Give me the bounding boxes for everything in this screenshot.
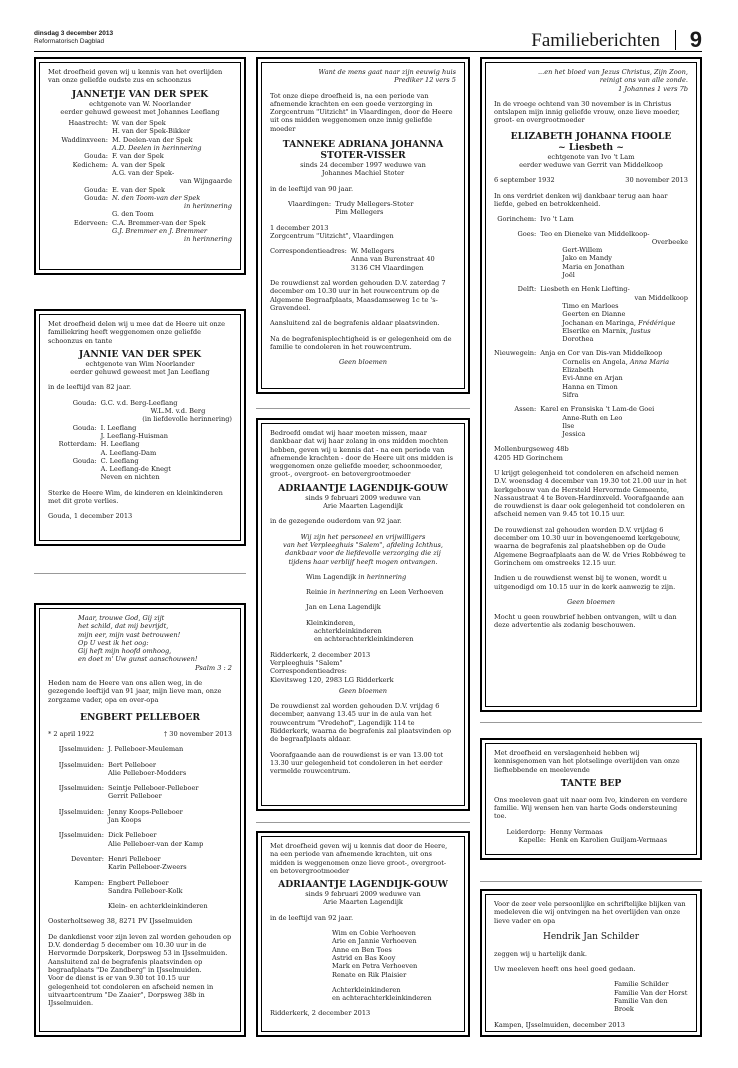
obituary-jannie-van-der-spek bbox=[34, 309, 246, 546]
visit-text: Voor de dienst is er van 9.30 tot 10.15 uur gelegenheid tot condoleren en afscheid nemen in uitvaartcentrum "De Zaaier", Dorpsweg 38b in IJsselmuiden. bbox=[48, 974, 214, 1008]
previous-marriage-line: eerder weduwe van Gerrit van Middelkoop bbox=[519, 161, 663, 170]
family-list: Gorinchem: Ivo 't Lam Goes: Teo en Dieneke van Middelkoop- Overbeeke Gert-Willem Jako en Mandy Maria en Jonathan Joël Delft: Liesbeth en Henk Liefting- van Middelkoop Timo en Marloes Geerten en Dianne Jochanan en Maringa, Frédérique Elserike en Marnix, Justus Dorothea Nieuwegein: Anja en Cor van Dis-van Middelkoop Cornelis en Angela, Anna Maria Elizabeth Evi-Anne en Arjan Hanna en Timon Sifra Assen: Karel en Fransiska 't Lam-de Goei Anne-Ruth en Leo Ilse Jessica bbox=[494, 215, 688, 439]
family-list: Gouda: G.C. v.d. Berg-Leeflang W.L.M. v.d. Berg (in liefdevolle herinnering) Gouda: I. Leeflang J. Leeflang-Huisman Rotterdam: H. Leeflang A. Leeflang-Dam Gouda: C. Leeflang A. Leeflang-de Knegt Neven en nichten bbox=[58, 398, 232, 482]
deceased-name: TANTE BEP bbox=[560, 777, 622, 789]
issue-date: dinsdag 3 december 2013 bbox=[34, 30, 114, 37]
thanks-text: In ons verdriet denken wij dankbaar terug aan haar liefde, gebed en betrokkenheid. bbox=[494, 191, 668, 208]
location-line: Zorgcentrum "Uitzicht", Vlaardingen bbox=[270, 231, 394, 240]
visit-text: Na de begrafenisplechtigheid is er gelegenheid om de familie te condoleren in het rouwcentrum. bbox=[270, 334, 452, 351]
spouse-line: echtgenote van Ivo 't Lam bbox=[547, 152, 635, 161]
date-line: 1 december 2013 bbox=[270, 223, 329, 232]
deceased-name: ELIZABETH JOHANNA FIOOLE bbox=[510, 130, 672, 142]
address: Oosterholtseweg 38, 8271 PV IJsselmuiden bbox=[48, 917, 193, 926]
column-divider bbox=[480, 881, 702, 882]
obituary-elizabeth-johanna-fioole bbox=[480, 57, 702, 712]
previous-marriage-line: eerder gehuwd geweest met Jan Leeflang bbox=[70, 368, 210, 377]
burial-text: Aansluitend zal de begrafenis aldaar plaatsvinden. bbox=[270, 319, 440, 328]
widow-line: sinds 9 februari 2009 weduwe van bbox=[305, 493, 421, 502]
obituary-lagendijk-gouw-grandchildren bbox=[256, 831, 470, 1037]
husband-name: Johannes Machiel Stoter bbox=[321, 169, 405, 178]
page-header bbox=[34, 27, 702, 52]
age-line: in de leeftijd van 90 jaar. bbox=[270, 184, 354, 193]
sender-list: Leiderdorp: Henny Vermaas Kapelle: Henk en Karolien Guiljam-Vermaas bbox=[506, 827, 668, 845]
bible-verse: Maar, trouwe God, Gij zijt het schild, dat mij bevrijdt, mijn eer, mijn vast betrouwen! Op U vest ik het oog: Gij heft mijn hoofd omhoog, en doet m' Uw gunst aanschouwen! bbox=[78, 614, 198, 664]
location-line: Verpleeghuis "Salem" bbox=[270, 658, 343, 667]
intro-text: Met droefheid en verslagenheid hebben wij kennisgenomen van het plotselinge overlijden van onze liefhebbende en meelevende bbox=[494, 749, 680, 774]
intro-text: Voor de zeer vele persoonlijke en schriftelijke blijken van medeleven die wij ontvingen na het overlijden van onze lieve vader en opa bbox=[494, 900, 686, 925]
spouse-line: echtgenote van W. Noorlander bbox=[89, 99, 191, 108]
correspondence-address: Correspondentieadres: W. Mellegers Anna van Burenstraat 40 3136 CH Vlaardingen bbox=[270, 247, 435, 272]
attendance-text: Indien u de rouwdienst wenst bij te wonen, wordt u uitgenodigd om 10.15 uur in de kerk aanwezig te zijn. bbox=[494, 574, 676, 591]
bible-verse: Want de mens gaat naar zijn eeuwig huis bbox=[318, 68, 456, 76]
dateline: Ridderkerk, 2 december 2013 bbox=[270, 650, 371, 659]
life-dates: * 2 april 1922 † 30 november 2013 bbox=[48, 729, 232, 738]
obituary-stoter-visser bbox=[256, 57, 470, 394]
deceased-name: JANNETJE VAN DER SPEK bbox=[71, 88, 209, 100]
family-list: Wim en Cobie Verhoeven Arie en Jannie Verhoeven Anne en Ben Toes Astrid en Bas Kooy Mark en Petra Verhoeven Renate en Rik Plaisier Achterkleinkinderen en achterachterkleinkinderen bbox=[332, 929, 432, 1003]
widow-line: sinds 24 december 1997 weduwe van bbox=[300, 161, 426, 170]
correspondence-address: Kievitsweg 120, 2983 LG Ridderkerk bbox=[270, 675, 394, 684]
column-divider bbox=[256, 822, 470, 823]
obituary-jannetje-van-der-spek bbox=[34, 57, 246, 275]
column-divider bbox=[256, 408, 470, 409]
body-text: Ons meeleven gaat uit naar oom Ivo, kinderen en verdere familie. Wij wensen hen van harte Gods ondersteuning toe. bbox=[494, 795, 688, 821]
thanks-text: Wij zijn het personeel en vrijwilligers van het Verpleeghuis "Salem", afdeling Ichthus, dankbaar voor de liefdevolle verzorging die zij tijdens haar verblijf heeft mogen ontvangen. bbox=[283, 532, 443, 566]
no-flowers-note: Geen bloemen bbox=[338, 358, 388, 367]
age-line: in de leeftijd van 92 jaar. bbox=[270, 913, 354, 922]
closing-text: Sterke de Heere Wim, de kinderen en kleinkinderen met dit grote verlies. bbox=[48, 488, 223, 506]
age-line: in de leeftijd van 82 jaar. bbox=[48, 383, 132, 392]
deceased-name: ADRIAANTJE LAGENDIJK-GOUW bbox=[278, 879, 448, 891]
thanks-text: zeggen wij u hartelijk dank. bbox=[494, 949, 588, 958]
section-title: Familieberichten bbox=[531, 30, 660, 51]
service-text: De rouwdienst zal worden gehouden D.V. zaterdag 7 december om 10.30 uur in het rouwcentrum op de Algemene Begraafplaats, Maasdamseweg 1c te 's-Gravendeel. bbox=[270, 279, 446, 312]
family-list: Haastrecht: W. van der Spek H. van der Spek-Bikker Waddinxveen: M. Deelen-van der Spek A.D. Deelen in herinnering Gouda: F. van der Spek Kedichem: A. van der Spek A.G. van der Spek- van Wijngaarde Gouda: E. van der Spek Gouda: N. den Toom-van der Spek in herinnering G. den Toom Ederveen: C.A. Bremmer-van der Spek G.J. Bremmer en J. Bremmer in herinnering bbox=[61, 119, 232, 244]
previous-marriage-line: eerder gehuwd geweest met Johannes Leeflang bbox=[60, 107, 220, 116]
nickname: ~ Liesbeth ~ bbox=[558, 141, 624, 153]
column-divider bbox=[480, 722, 702, 723]
dateline: Kampen, IJsselmuiden, december 2013 bbox=[494, 1020, 625, 1029]
column-divider bbox=[34, 573, 246, 574]
page-number: 9 bbox=[689, 27, 702, 52]
no-flowers-note: Geen bloemen bbox=[566, 597, 616, 606]
intro-text: Tot onze diepe droefheid is, na een periode van afnemende krachten en een goede verzorging in Zorgcentrum "Uitzicht" in Vlaardingen, door de Heere uit ons midden weggenomen onze innig geliefde moeder bbox=[270, 91, 453, 133]
service-text: De rouwdienst zal worden gehouden D.V. vrijdag 6 december, aanvang 13.45 uur in de aula van het rouwcentrum "Vredehof", Lagendijk 114 te Ridderkerk, waarna de begrafenis zal plaatsvinden op de begraafplaats aldaar. bbox=[270, 702, 452, 744]
thanks-hendrik-jan-schilder bbox=[480, 889, 702, 1037]
correspondence-label: Correspondentieadres: bbox=[270, 667, 347, 676]
family-list: Wim Lagendijk in herinnering Reinie in herinnering en Leen Verhoeven Jan en Lena Lagendijk Kleinkinderen, achterkleinkinderen en achterachterkleinkinderen bbox=[306, 572, 444, 644]
family-list: IJsselmuiden: J. Pelleboer-Meuleman IJsselmuiden: Bert Pelleboer Alie Pelleboer-Modders IJsselmuiden: Seintje Pelleboer-Pelleboer Gerrit Pelleboer IJsselmuiden: Jenny Koops-Pelleboer Jan Koops IJsselmuiden: Dick Pelleboer Alie Pelleboer-van der Kamp Deventer: Henri Pelleboer Karin Pelleboer-Zweers Kampen: Engbert Pelleboer Sandra Pelleboer-Kolk Klein- en achterkleinkinderen bbox=[58, 745, 208, 911]
deceased-name: ADRIAANTJE LAGENDIJK-GOUW bbox=[278, 482, 448, 494]
intro-text: Met droefheid geven wij u kennis van het overlijden van onze geliefde oudste zus en schoonzus bbox=[48, 68, 223, 85]
deceased-name: TANNEKE ADRIANA JOHANNA STOTER-VISSER bbox=[282, 139, 444, 162]
dateline: Gouda, 1 december 2013 bbox=[48, 512, 133, 521]
verse-reference: 1 Johannes 1 vers 7b bbox=[618, 84, 688, 93]
widow-line: sinds 9 februari 2009 weduwe van bbox=[305, 890, 421, 899]
verse-reference: Psalm 3 : 2 bbox=[195, 663, 232, 672]
header-divider bbox=[675, 30, 676, 50]
memory-text: Uw meeleven heeft ons heel goed gedaan. bbox=[494, 965, 636, 974]
card-note: Mocht u geen rouwbrief hebben ontvangen, wilt u dan deze advertentie als zodanig beschouwen. bbox=[494, 613, 677, 630]
obituary-engbert-pelleboer bbox=[34, 603, 246, 1037]
husband-name: Arie Maarten Lagendijk bbox=[323, 502, 403, 511]
visit-text: Voorafgaande aan de rouwdienst is er van 13.00 tot 13.30 uur gelegenheid tot condoleren in het eerder vermelde rouwcentrum. bbox=[270, 750, 444, 776]
verse-reference: Prediker 12 vers 5 bbox=[394, 76, 456, 85]
intro-text: Met droefheid delen wij u mee dat de Heere uit onze familiekring heeft weggenomen onze geliefde schoonzus en tante bbox=[48, 320, 226, 345]
family-signatures: Familie Schilder Familie Van der Horst Familie Van den Broek bbox=[614, 980, 688, 1014]
visit-text: U krijgt gelegenheid tot condoleren en afscheid nemen D.V. woensdag 4 december van 19.30 tot 21.00 uur in het kerkgebouw van de Hersteld Hervormde Gemeente, Nassaustraat 4 te Boven-Hardinxveld. Voorafgaande aan de rouwdienst is daar ook gelegenheid tot condoleren en afscheid nemen van 9.45 tot 10.15 uur. bbox=[494, 468, 687, 519]
dateline: Ridderkerk, 2 december 2013 bbox=[270, 1009, 371, 1018]
service-text: De rouwdienst zal gehouden worden D.V. vrijdag 6 december om 10.30 uur in bovengenoemd kerkgebouw, waarna de begrafenis zal plaatshebben op de Oude Algemene Begraafplaats aan de W. de Vries Robbéweg te Gorinchem om omstreeks 12.15 uur. bbox=[494, 525, 686, 567]
life-dates: 6 september 1932 30 november 2013 bbox=[494, 176, 688, 185]
service-text: De dankdienst voor zijn leven zal worden gehouden op D.V. donderdag 5 december om 10.30 uur in de Hervormde Dorpskerk, Dorpsweg 53 in IJsselmuiden. Aansluitend zal de begrafenis plaatsvinden op begraafplaats "De Zandberg" in IJsselmuiden. bbox=[48, 932, 232, 974]
bible-verse: ...en het bloed van Jezus Christus, Zijn Zoon, reinigt ons van alle zonde. bbox=[537, 68, 688, 85]
deceased-name: Hendrik Jan Schilder bbox=[542, 931, 639, 942]
intro-text: Bedroefd omdat wij haar moeten missen, maar dankbaar dat wij haar zolang in ons midden mochten hebben, geven wij u kennis dat - na een periode van afnemende krachten - door de Heere uit ons midden is weggenomen onze geliefde moeder, schoonmoeder, groot-, overgroot- en betovergrootmoeder bbox=[270, 429, 454, 479]
no-flowers-note: Geen bloemen bbox=[338, 686, 388, 695]
address: Mollenburgseweg 48b 4205 HD Gorinchem bbox=[494, 445, 569, 462]
spouse-line: echtgenote van Wim Noorlander bbox=[85, 359, 195, 368]
age-line: in de gezegende ouderdom van 92 jaar. bbox=[270, 517, 402, 526]
deceased-name: ENGBERT PELLEBOER bbox=[80, 711, 200, 723]
obituary-lagendijk-gouw-family bbox=[256, 418, 470, 811]
intro-text: Met droefheid geven wij u kennis dat door de Heere, na een periode van afnemende krachten, uit ons midden is weggenomen onze lieve groot-, overgroot- en betovergrootmoeder bbox=[270, 842, 448, 875]
deceased-name: JANNIE VAN DER SPEK bbox=[78, 348, 202, 360]
condolence-tante-bep bbox=[480, 738, 702, 860]
newspaper-name: Reformatorisch Dagblad bbox=[34, 38, 105, 45]
intro-text: In de vroege ochtend van 30 november is in Christus ontslapen mijn innig geliefde vrouw, onze lieve moeder, groot- en overgrootmoeder bbox=[494, 99, 680, 125]
husband-name: Arie Maarten Lagendijk bbox=[323, 898, 403, 907]
intro-text: Heden nam de Heere van ons allen weg, in de gezegende leeftijd van 91 jaar, mijn lieve man, onze zorgzame vader, opa en over-opa bbox=[48, 679, 222, 704]
family-list: Vlaardingen: Trudy Mellegers-Stoter Pim Mellegers bbox=[288, 199, 414, 217]
